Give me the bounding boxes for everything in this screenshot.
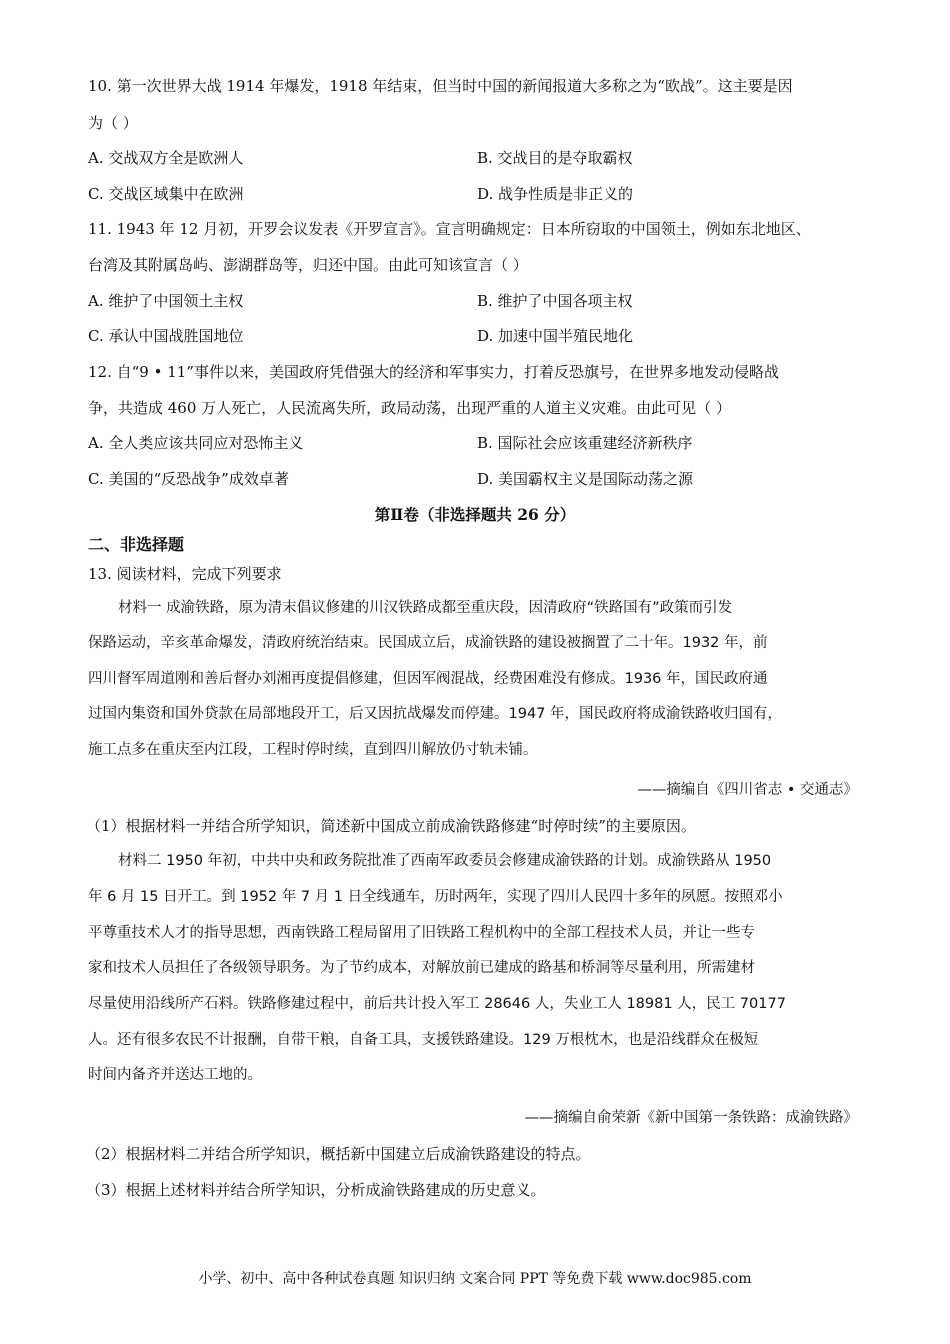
q10-option-b: B. 交战目的是夺取霸权 [477,149,633,167]
page-footer: 小学、初中、高中各种试卷真题 知识归纳 文案合同 PPT 等免费下载 www.doc985.com [198,1271,752,1287]
material2-line: 家和技术人员担任了各级领导职务。为了节约成本，对解放前已建成的路基和桥洞等尽量利用，所需建材 [88,960,755,976]
q12-stem-line1: 12. 自“9 • 11”事件以来，美国政府凭借强大的经济和军事实力，打着反恐旗号，在世界多地发动侵略战 [88,363,779,381]
q13-sub1: （1）根据材料一并结合所学知识，简述新中国成立前成渝铁路修建“时停时续”的主要原因。 [86,817,696,835]
material1-line: 过国内集资和国外贷款在局部地段开工，后又因抗战爆发而停建。1947 年，国民政府将成渝铁路收归国有， [88,706,783,722]
q12-option-b: B. 国际社会应该重建经济新秩序 [477,434,693,452]
q12-option-d: D. 美国霸权主义是国际动荡之源 [477,470,694,488]
q10-option-d: D. 战争性质是非正义的 [477,185,634,203]
material2-line: 尽量使用沿线所产石料。铁路修建过程中，前后共计投入军工 28646 人，失业工人 18981 人，民工 70177 [88,996,786,1012]
q11-option-b: B. 维护了中国各项主权 [477,292,633,310]
q11-option-a: A. 维护了中国领土主权 [88,292,244,310]
q13-stem: 13. 阅读材料，完成下列要求 [88,565,282,583]
material2-source: ——摘编自俞荣新《新中国第一条铁路：成渝铁路》 [524,1110,858,1126]
q12-stem-line2: 争，共造成 460 万人死亡，人民流离失所，政局动荡，出现严重的人道主义灾难。由此可见（ ） [88,399,731,417]
material2-line: 平尊重技术人才的指导思想，西南铁路工程局留用了旧铁路工程机构中的全部工程技术人员，并让一些专 [88,925,755,941]
material1-line: 材料一 成渝铁路，原为清末倡议修建的川汉铁路成都至重庆段，因清政府“铁路国有”政策而引发 [118,600,733,616]
q10-stem-line2: 为（ ） [88,114,138,132]
q10-option-c: C. 交战区域集中在欧洲 [88,185,244,203]
material2-line: 年 6 月 15 日开工。到 1952 年 7 月 1 日全线通车，历时两年，实现了四川人民四十多年的夙愿。按照邓小 [88,889,783,905]
material1-line: 施工点多在重庆至内江段，工程时停时续，直到四川解放仍寸轨未铺。 [88,742,538,758]
material2-line: 时间内备齐并送达工地的。 [88,1067,262,1083]
material2-line: 人。还有很多农民不计报酬，自带干粮，自备工具，支援铁路建设。129 万根枕木，也是沿线群众在极短 [88,1032,759,1048]
q13-sub3: （3）根据上述材料并结合所学知识，分析成渝铁路建成的历史意义。 [86,1181,546,1199]
part2-title: 第Ⅱ卷（非选择题共 26 分） [374,505,576,524]
q10-stem-line1: 10. 第一次世界大战 1914 年爆发，1918 年结束，但当时中国的新闻报道大多称之为“欧战”。这主要是因 [88,77,793,95]
q13-sub2: （2）根据材料二并结合所学知识，概括新中国建立后成渝铁路建设的特点。 [86,1145,591,1163]
q12-option-a: A. 全人类应该共同应对恐怖主义 [88,434,304,452]
q11-option-c: C. 承认中国战胜国地位 [88,327,244,345]
q12-option-c: C. 美国的“反恐战争”成效卓著 [88,470,289,488]
q11-stem-line2: 台湾及其附属岛屿、澎湖群岛等，归还中国。由此可知该宣言（ ） [88,256,528,274]
material1-line: 保路运动，辛亥革命爆发，清政府统治结束。民国成立后，成渝铁路的建设被搁置了二十年。1932 年，前 [88,635,768,651]
q10-option-a: A. 交战双方全是欧洲人 [88,149,244,167]
q11-stem-line1: 11. 1943 年 12 月初，开罗会议发表《开罗宣言》。宣言明确规定：日本所窃取的中国领土，例如东北地区、 [88,220,811,238]
material1-source: ——摘编自《四川省志 • 交通志》 [637,782,858,798]
material2-line: 材料二 1950 年初，中共中央和政务院批准了西南军政委员会修建成渝铁路的计划。成渝铁路从 1950 [118,853,772,869]
q11-option-d: D. 加速中国半殖民地化 [477,327,634,345]
section-title: 二、非选择题 [88,535,185,554]
material1-line: 四川督军周道刚和善后督办刘湘再度提倡修建，但因军阀混战，经费困难没有修成。1936 年，国民政府通 [88,671,768,687]
